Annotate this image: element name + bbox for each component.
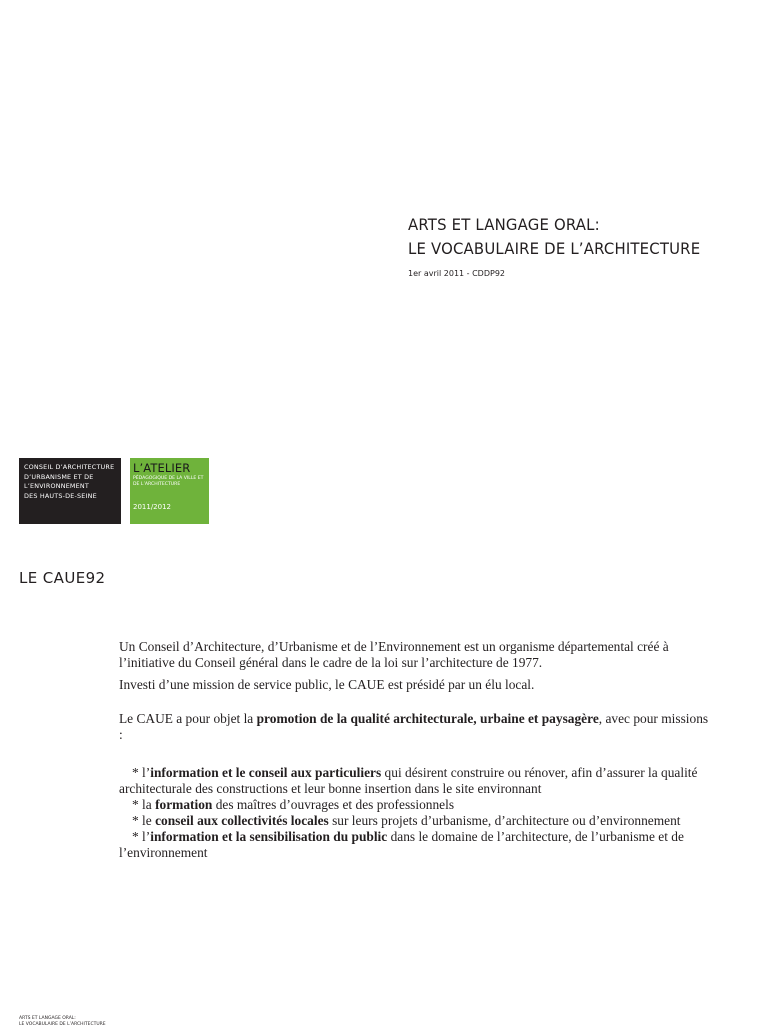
atelier-logo-name: L’ATELIER [133,462,206,475]
intro-paragraph: Investi d’une mission de service public, le CAUE est présidé par un élu local. [119,677,709,693]
caue-logo-line: L’ENVIRONNEMENT [24,482,117,492]
section-content [119,639,709,861]
text-run: Le CAUE a pour objet la [119,711,257,726]
mission-intro-paragraph [119,711,709,743]
text-run: * le [132,813,155,828]
atelier-logo [130,458,209,524]
text-run: sur leurs projets d’urbanisme, d’architecture ou d’environnement [329,813,681,828]
intro-paragraph: Un Conseil d’Architecture, d’Urbanisme et de l’Environnement est un organisme départemental créé à l’initiative du Conseil général dans le cadre de la loi sur l’architecture de 1977. [119,639,709,671]
footer-line: LE VOCABULAIRE DE L’ARCHITECTURE [19,1022,106,1027]
text-run: des maîtres d’ouvrages et des professionnels [212,797,454,812]
mission-item [119,813,709,829]
text-run: dans le domaine de l’architecture, de l’urbanisme et de l’environnement [119,829,684,860]
caue-logo [19,458,121,524]
text-run: * la [132,797,155,812]
caue-logo-line: D’URBANISME ET DE [24,473,117,483]
bold-text: information et le conseil aux particuliers [150,765,381,780]
text-run: , avec pour missions : [119,711,708,742]
footer-line: ARTS ET LANGAGE ORAL: [19,1016,106,1022]
caue-logo-line: CONSEIL D’ARCHITECTURE [24,463,117,473]
bold-text: formation [155,797,212,812]
section-heading: LE CAUE92 [19,568,105,588]
atelier-logo-subtitle: PÉDAGOGIQUE DE LA VILLE ET DE L’ARCHITECTURE [133,476,205,488]
mission-item [119,829,709,861]
bold-text: promotion de la qualité architecturale, urbaine et paysagère [257,711,599,726]
bold-text: conseil aux collectivités locales [155,813,329,828]
text-run: * l’ [132,765,150,780]
document-title-line-1: ARTS ET LANGAGE ORAL: [408,213,734,237]
text-run: qui désirent construire ou rénover, afin d’assurer la qualité architecturale des constructions et leur bonne insertion dans le site environnant [119,765,697,796]
document-title-block [408,213,758,278]
bold-text: information et la sensibilisation du public [150,829,387,844]
document-title-line-2: LE VOCABULAIRE DE L’ARCHITECTURE [408,237,734,261]
mission-item [119,765,709,797]
mission-item [119,797,709,813]
atelier-logo-year: 2011/2012 [133,503,171,511]
page-footer [19,1016,106,1027]
text-run: * l’ [132,829,150,844]
missions-list [119,765,709,861]
caue-logo-line: DES HAUTS-DE-SEINE [24,492,117,502]
document-subtitle: 1er avril 2011 - CDDP92 [408,269,758,278]
